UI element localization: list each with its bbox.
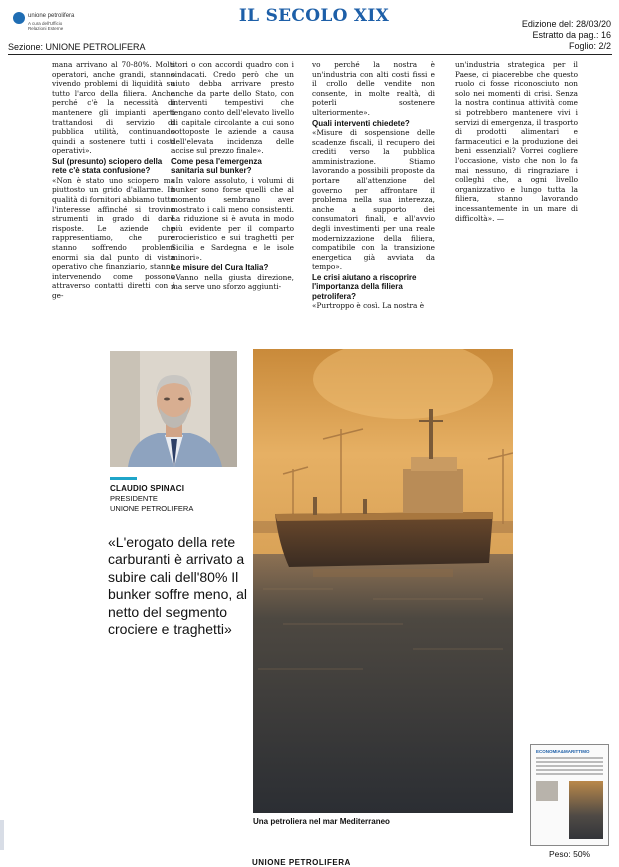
portrait-photo	[110, 351, 237, 467]
unione-petrolifera-logo-icon	[13, 12, 25, 24]
logo-name: unione petrolifera	[28, 13, 75, 19]
article-column-4	[455, 60, 578, 345]
article-paragraph: «Purtroppo è così. La nostra è	[312, 301, 425, 311]
interview-question: Le misure del Cura Italia?	[171, 263, 269, 273]
tanker-photo	[253, 349, 513, 813]
article-column-3	[312, 60, 435, 345]
person-name: CLAUDIO SPINACI	[110, 484, 185, 493]
thumbnail-header: ECONOMIA&MARITTIMO	[536, 749, 590, 754]
photo-caption: Una petroliera nel mar Mediterraneo	[253, 817, 390, 826]
article-paragraph: «Misure di sospensione delle scadenze fiscali, il recupero dei crediti verso la pubblica amministrazione. Stiamo lavorando a possibili proposte da portare all'attenzione del governo per affrontare il problema nella sua interezza, anche a supporto dei consumatori finali, e all'avvio degli investimenti per una reale modernizzazione della filiera, compatibile con la transizione energetica già avviata da tempo».	[312, 127, 435, 272]
newspaper-masthead: IL SECOLO XIX	[238, 6, 390, 26]
excerpt-page: Estratto da pag.: 16	[532, 30, 611, 40]
interview-question: Come pesa l'emergenza sanitaria sul bunker?	[171, 156, 262, 176]
header-divider	[8, 54, 612, 55]
thumbnail-text-lines	[536, 757, 603, 777]
article-column-2	[171, 60, 294, 345]
article-paragraph: un'industria strategica per il Paese, ci piacerebbe che questo ruolo ci fosse riconosciuto non solo nei momenti di crisi. Senza la nostra continua attività come si potrebbero mantenere vivi i servizi di emergenza, il trasporto di prodotti alimentari e farmaceutici e la produzione dei beni essenziali? Vorrei cogliere l'occasione, visto che non lo fa mai nessuno, di ringraziare i colleghi che, a ogni livello organizzativo e lungo tutta la filiera, stanno lavorando incessantemente in un mare di difficoltà». —	[455, 60, 578, 223]
sheet-number: Foglio: 2/2	[568, 41, 611, 51]
pull-quote: «L'erogato della rete carburanti è arrivato a subire cali dell'80% Il bunker soffre meno, al netto del segmento crociere e traghetti»	[108, 534, 248, 638]
interview-question: Sul (presunto) sciopero della rete c'è stata confusione?	[52, 156, 163, 176]
interview-question: Quali interventi chiedete?	[312, 118, 410, 128]
article-paragraph: stori o con accordi quadro con i sindacati. Credo però che un aiuto debba arrivare presto anche da parte dello Stato, con interventi tempestivi che tengano conto dell'elevato livello di capitale circolante a cui sono sottoposte le aziende a causa dell'elevata incidenza delle accise sul prezzo finale».	[171, 60, 294, 156]
article-paragraph: «Vanno nella giusta direzione, ma serve uno sforzo aggiunti-	[171, 272, 294, 292]
edge-mark	[0, 820, 4, 850]
page-footer: UNIONE PETROLIFERA	[252, 858, 351, 867]
accent-bar	[110, 477, 137, 480]
article-paragraph: «In valore assoluto, i volumi di bunker sono forse quelli che al momento sembrano aver mostrato i cali meno consistenti. La riduzione si è avuta in modo più evidente per il comparto crocieristico e sui traghetti per Sicilia e Sardegna e le isole minori».	[171, 175, 294, 262]
article-column-1	[52, 60, 175, 345]
person-title: PRESIDENTE	[110, 494, 158, 503]
person-role	[110, 494, 193, 513]
logo-subtitle: A cura dell'Ufficio Relazioni Esterne	[28, 21, 64, 31]
thumbnail-portrait	[536, 781, 558, 801]
edition-date: Edizione del: 28/03/20	[521, 19, 611, 29]
page-header	[0, 0, 619, 54]
person-organization: UNIONE PETROLIFERA	[110, 503, 194, 513]
page-thumbnail	[530, 744, 609, 846]
thumbnail-photo	[569, 781, 603, 839]
interview-question: Le crisi aiutano a riscoprire l'importanza della filiera petrolifera?	[312, 272, 417, 301]
page-weight: Peso: 50%	[549, 849, 591, 859]
edition-info	[522, 19, 611, 52]
section-label: Sezione: UNIONE PETROLIFERA	[8, 42, 146, 52]
article-paragraph: mana arrivano al 70-80%. Molti operatori, anche grandi, stanno vivendo problemi di liquidità su tutto l'arco della filiera. Anche perché c'è la necessità di mantenere gli impianti aperti trattandosi di servizio di pubblica utilità, continuando quindi a sostenere tutti i costi operativi».	[52, 60, 175, 156]
article-paragraph: «Non è stato uno sciopero ma piuttosto un grido d'allarme. In qualità di fornitori abbiamo tutto l'interesse affinché si trovino strumenti in grado di dare risposte. Le aziende che rappresentiamo, che pure stanno soffrendo problemi enormi sia dal punto di vista operativo che finanziario, stanno intervenendo come possono attraverso contatti diretti con i ge-	[52, 175, 175, 300]
article-paragraph: vo perché la nostra è un'industria con alti costi fissi e il crollo delle vendite non consente, in molte realtà, di poterli sostenere ulteriormente».	[312, 60, 435, 117]
